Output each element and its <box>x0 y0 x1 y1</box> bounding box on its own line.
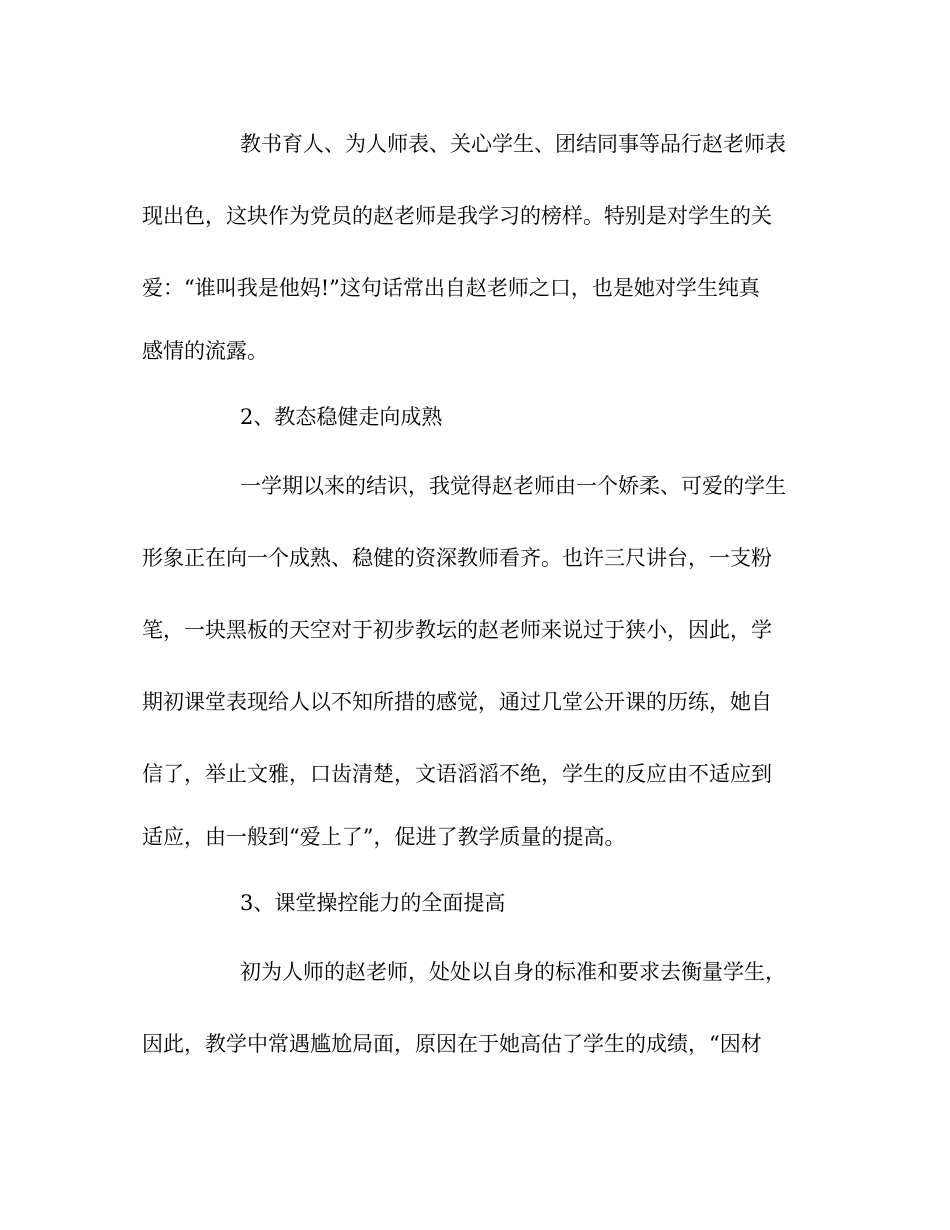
paragraph-line: 因此，教学中常遇尴尬局面，原因在于她高估了学生的成绩，“因材 <box>142 1032 762 1056</box>
paragraph-line: 一学期以来的结识，我觉得赵老师由一个娇柔、可爱的学生 <box>240 474 786 498</box>
section-heading: 3、课堂操控能力的全面提高 <box>240 891 506 915</box>
paragraph <box>142 936 810 1080</box>
paragraph-line: 教书育人、为人师表、关心学生、团结同事等品行赵老师表 <box>240 132 786 156</box>
paragraph-line: 初为人师的赵老师，处处以自身的标准和要求去衡量学生， <box>240 960 786 984</box>
paragraph-line: 感情的流露。 <box>142 339 268 363</box>
paragraph-line: 形象正在向一个成熟、稳健的资深教师看齐。也许三尺讲台，一支粉 <box>142 546 772 570</box>
paragraph <box>142 108 810 378</box>
paragraph-line: 爱：“谁叫我是他妈!”这句话常出自赵老师之口，也是她对学生纯真 <box>142 276 760 300</box>
paragraph <box>142 450 810 864</box>
section-heading: 2、教态稳健走向成熟 <box>240 405 443 429</box>
document-body <box>142 108 810 1080</box>
paragraph-line: 笔，一块黑板的天空对于初步教坛的赵老师来说过于狭小，因此，学 <box>142 618 772 642</box>
paragraph-line: 现出色，这块作为党员的赵老师是我学习的榜样。特别是对学生的关 <box>142 204 772 228</box>
paragraph-line: 信了，举止文雅，口齿清楚，文语滔滔不绝，学生的反应由不适应到 <box>142 762 772 786</box>
paragraph-line: 适应，由一般到“爱上了”，促进了教学质量的提高。 <box>142 825 626 849</box>
paragraph-line: 期初课堂表现给人以不知所措的感觉，通过几堂公开课的历练，她自 <box>142 690 772 714</box>
